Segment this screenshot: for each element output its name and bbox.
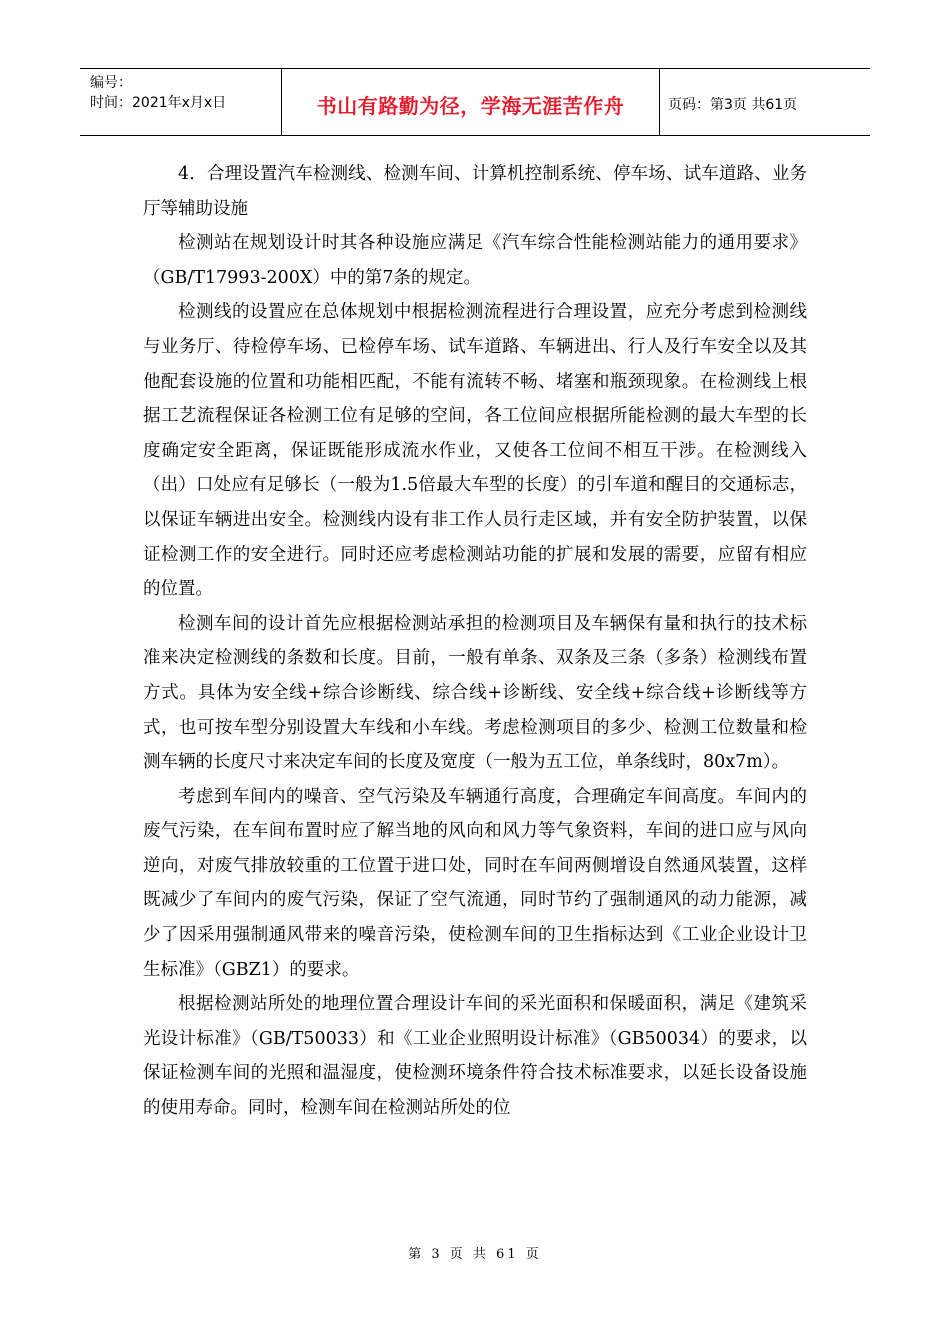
paragraph: 考虑到车间内的噪音、空气污染及车辆通行高度，合理确定车间高度。车间内的废气污染，在车间布置时应了解当地的风向和风力等气象资料，车间的进口应与风向逆向，对废气排放较重的工位置于进口处，同时在车间两侧增设自然通风装置，这样既减少了车间内的废气污染，保证了空气流通，同时节约了强制通风的动力能源，减少了因采用强制通风带来的噪音污染，使检测车间的卫生指标达到《工业企业设计卫生标准》（GBZ1）的要求。 <box>143 786 807 980</box>
paragraph: 根据检测站所处的地理位置合理设计车间的采光面积和保暖面积，满足《建筑采光设计标准》（GB/T50033）和《工业企业照明设计标准》（GB50034）的要求，以保证检测车间的光照和温湿度，使检测环境条件符合技术标准要求，以延长设备设施的使用寿命。同时，检测车间在检测站所处的位 <box>143 994 807 1119</box>
paragraph: 4．合理设置汽车检测线、检测车间、计算机控制系统、停车场、试车道路、业务厅等辅助设施 <box>143 164 807 219</box>
paragraph: 检测线的设置应在总体规划中根据检测流程进行合理设置，应充分考虑到检测线与业务厅、待检停车场、已检停车场、试车道路、车辆进出、行人及行车安全以及其他配套设施的位置和功能相匹配，不能有流转不畅、堵塞和瓶颈现象。在检测线上根据工艺流程保证各检测工位有足够的空间，各工位间应根据所能检测的最大车型的长度确定安全距离，保证既能形成流水作业，又使各工位间不相互干涉。在检测线入（出）口处应有足够长（一般为1.5倍最大车型的长度）的引车道和醒目的交通标志，以保证车辆进出安全。检测线内设有非工作人员行走区域，并有安全防护装置，以保证检测工作的安全进行。同时还应考虑检测站功能的扩展和发展的需要，应留有相应的位置。 <box>143 302 807 600</box>
paragraph: 检测站在规划设计时其各种设施应满足《汽车综合性能检测站能力的通用要求》（GB/T17993-200X）中的第7条的规定。 <box>143 233 807 288</box>
header-page-cell <box>660 69 870 135</box>
header-motto-cell <box>282 69 660 135</box>
header-meta-cell <box>80 69 282 135</box>
page-info: 页码：第3页 共61页 <box>668 97 798 113</box>
paragraph: 检测车间的设计首先应根据检测站承担的检测项目及车辆保有量和执行的技术标准来决定检测线的条数和长度。目前，一般有单条、双条及三条（多条）检测线布置方式。具体为安全线+综合诊断线、综合线+诊断线、安全线+综合线+诊断线等方式，也可按车型分别设置大车线和小车线。考虑检测项目的多少、检测工位数量和检测车辆的长度尺寸来决定车间的长度及宽度（一般为五工位，单条线时，80x7m）。 <box>143 613 807 773</box>
document-body <box>143 157 807 1126</box>
page-footer: 第 3 页 共 61 页 <box>408 1247 542 1262</box>
header-table <box>80 68 870 136</box>
code-label: 编号： <box>90 75 132 91</box>
motto: 书山有路勤为径，学海无涯苦作舟 <box>316 93 625 118</box>
date-line: 时间：2021年x月x日 <box>90 95 227 111</box>
